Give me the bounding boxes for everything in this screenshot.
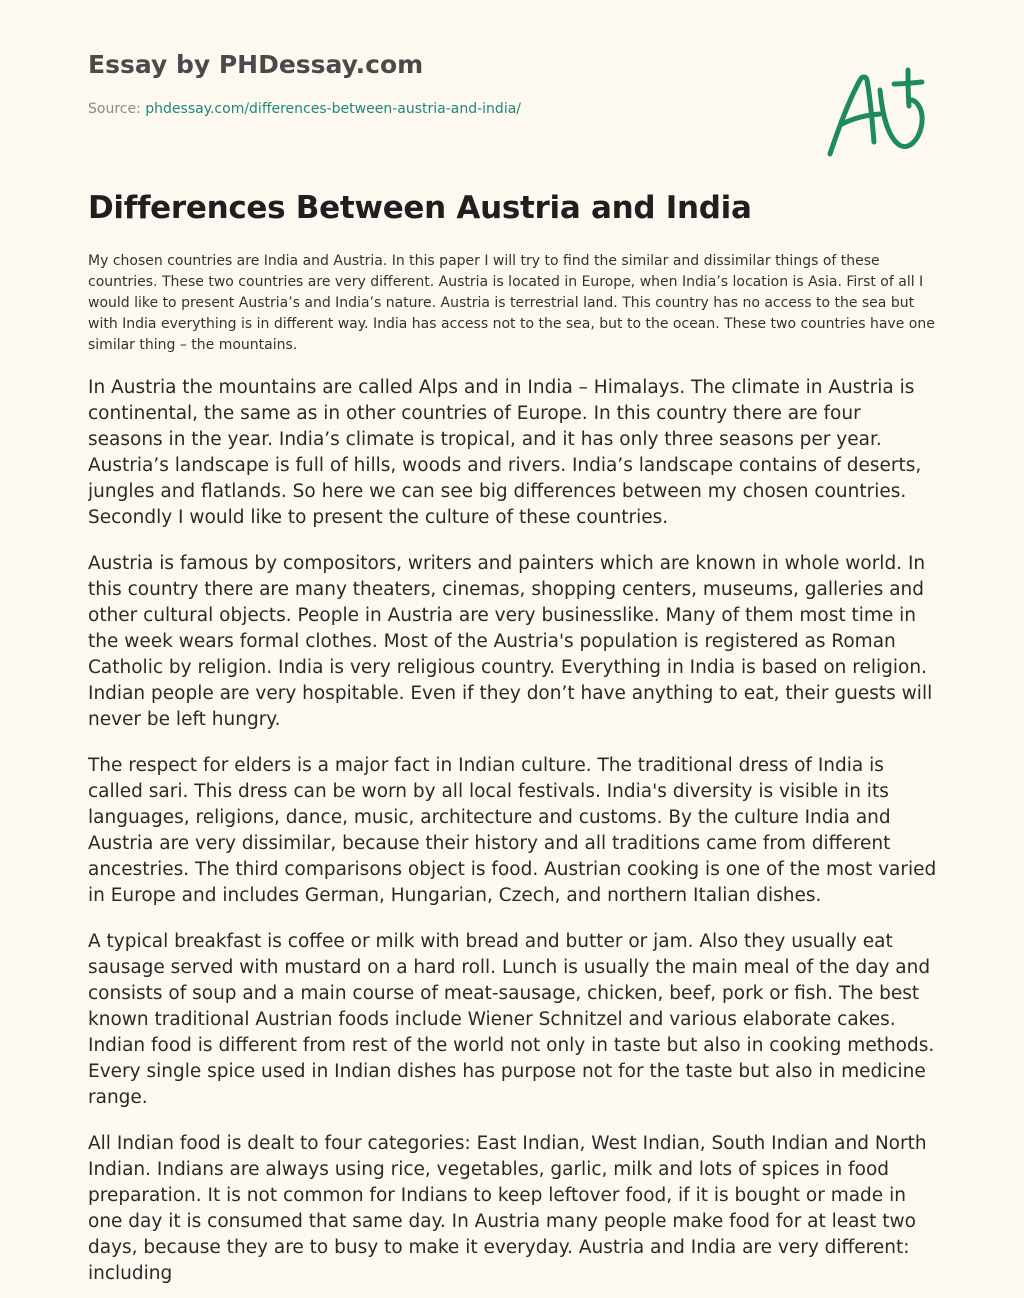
a-plus-logo-icon xyxy=(822,62,932,162)
body-paragraph-2: Austria is famous by compositors, writers and painters which are known in whole world. In this country there are many theaters, cinemas, shopping centers, museums, galleries and other cultural objects. People in Austria are very businesslike. Many of them most time in the week wears formal clothes. Most of the Austria's population is registered as Roman Catholic by religion. India is very religious country. Everything in India is based on religion. Indian people are very hospitable. Even if they don’t have anything to eat, their guests will never be left hungry. xyxy=(88,553,933,730)
essay-title: Differences Between Austria and India xyxy=(88,190,752,226)
source-line xyxy=(88,101,521,117)
body-paragraph-3: The respect for elders is a major fact in Indian culture. The traditional dress of India is called sari. This dress can be worn by all local festivals. India's diversity is visible in its languages, religions, dance, music, architecture and customs. By the culture India and Austria are very dissimilar, because their history and all traditions came from different ancestries. The third comparisons object is food. Austrian cooking is one of the most varied in Europe and includes German, Hungarian, Czech, and northern Italian dishes. xyxy=(88,755,937,906)
body-paragraph-5: All Indian food is dealt to four categories: East Indian, West Indian, South Indian and North Indian. Indians are always using rice, vegetables, garlic, milk and lots of spices in food preparation. It is not common for Indians to keep leftover food, if it is bought or made in one day it is consumed that same day. In Austria many people make food for at least two days, because they are to busy to make it everyday. Austria and India are very different: including xyxy=(88,1133,927,1284)
body-paragraph-1: In Austria the mountains are called Alps and in India – Himalays. The climate in Austria is continental, the same as in other countries of Europe. In this country there are four seasons in the year. India’s climate is tropical, and it has only three seasons per year. Austria’s landscape is full of hills, woods and rivers. India’s landscape contains of deserts, jungles and flatlands. So here we can see big differences between my chosen countries. Secondly I would like to present the culture of these countries. xyxy=(88,377,922,528)
essay-body xyxy=(88,375,940,1298)
site-title: Essay by PHDessay.com xyxy=(88,50,424,79)
body-paragraph-4: A typical breakfast is coffee or milk with bread and butter or jam. Also they usually eat sausage served with mustard on a hard roll. Lunch is usually the main meal of the day and consists of soup and a main course of meat-sausage, chicken, beef, pork or fish. The best known traditional Austrian foods include Wiener Schnitzel and various elaborate cakes. Indian food is different from rest of the world not only in taste but also in cooking methods. Every single spice used in Indian dishes has purpose not for the taste but also in medicine range. xyxy=(88,931,935,1108)
source-label: Source: xyxy=(88,101,141,117)
source-link[interactable]: phdessay.com/differences-between-austria-and-india/ xyxy=(145,101,522,117)
intro-paragraph: My chosen countries are India and Austria. In this paper I will try to find the similar and dissimilar things of these countries. These two countries are very different. Austria is located in Europe, when India’s location is Asia. First of all I would like to present Austria’s and India’s nature. Austria is terrestrial land. This country has no access to the sea but with India everything is in different way. India has access not to the sea, but to the ocean. These two countries have one similar thing – the mountains. xyxy=(88,253,935,353)
essay-page xyxy=(88,0,940,1298)
logo-strokes xyxy=(830,70,922,154)
